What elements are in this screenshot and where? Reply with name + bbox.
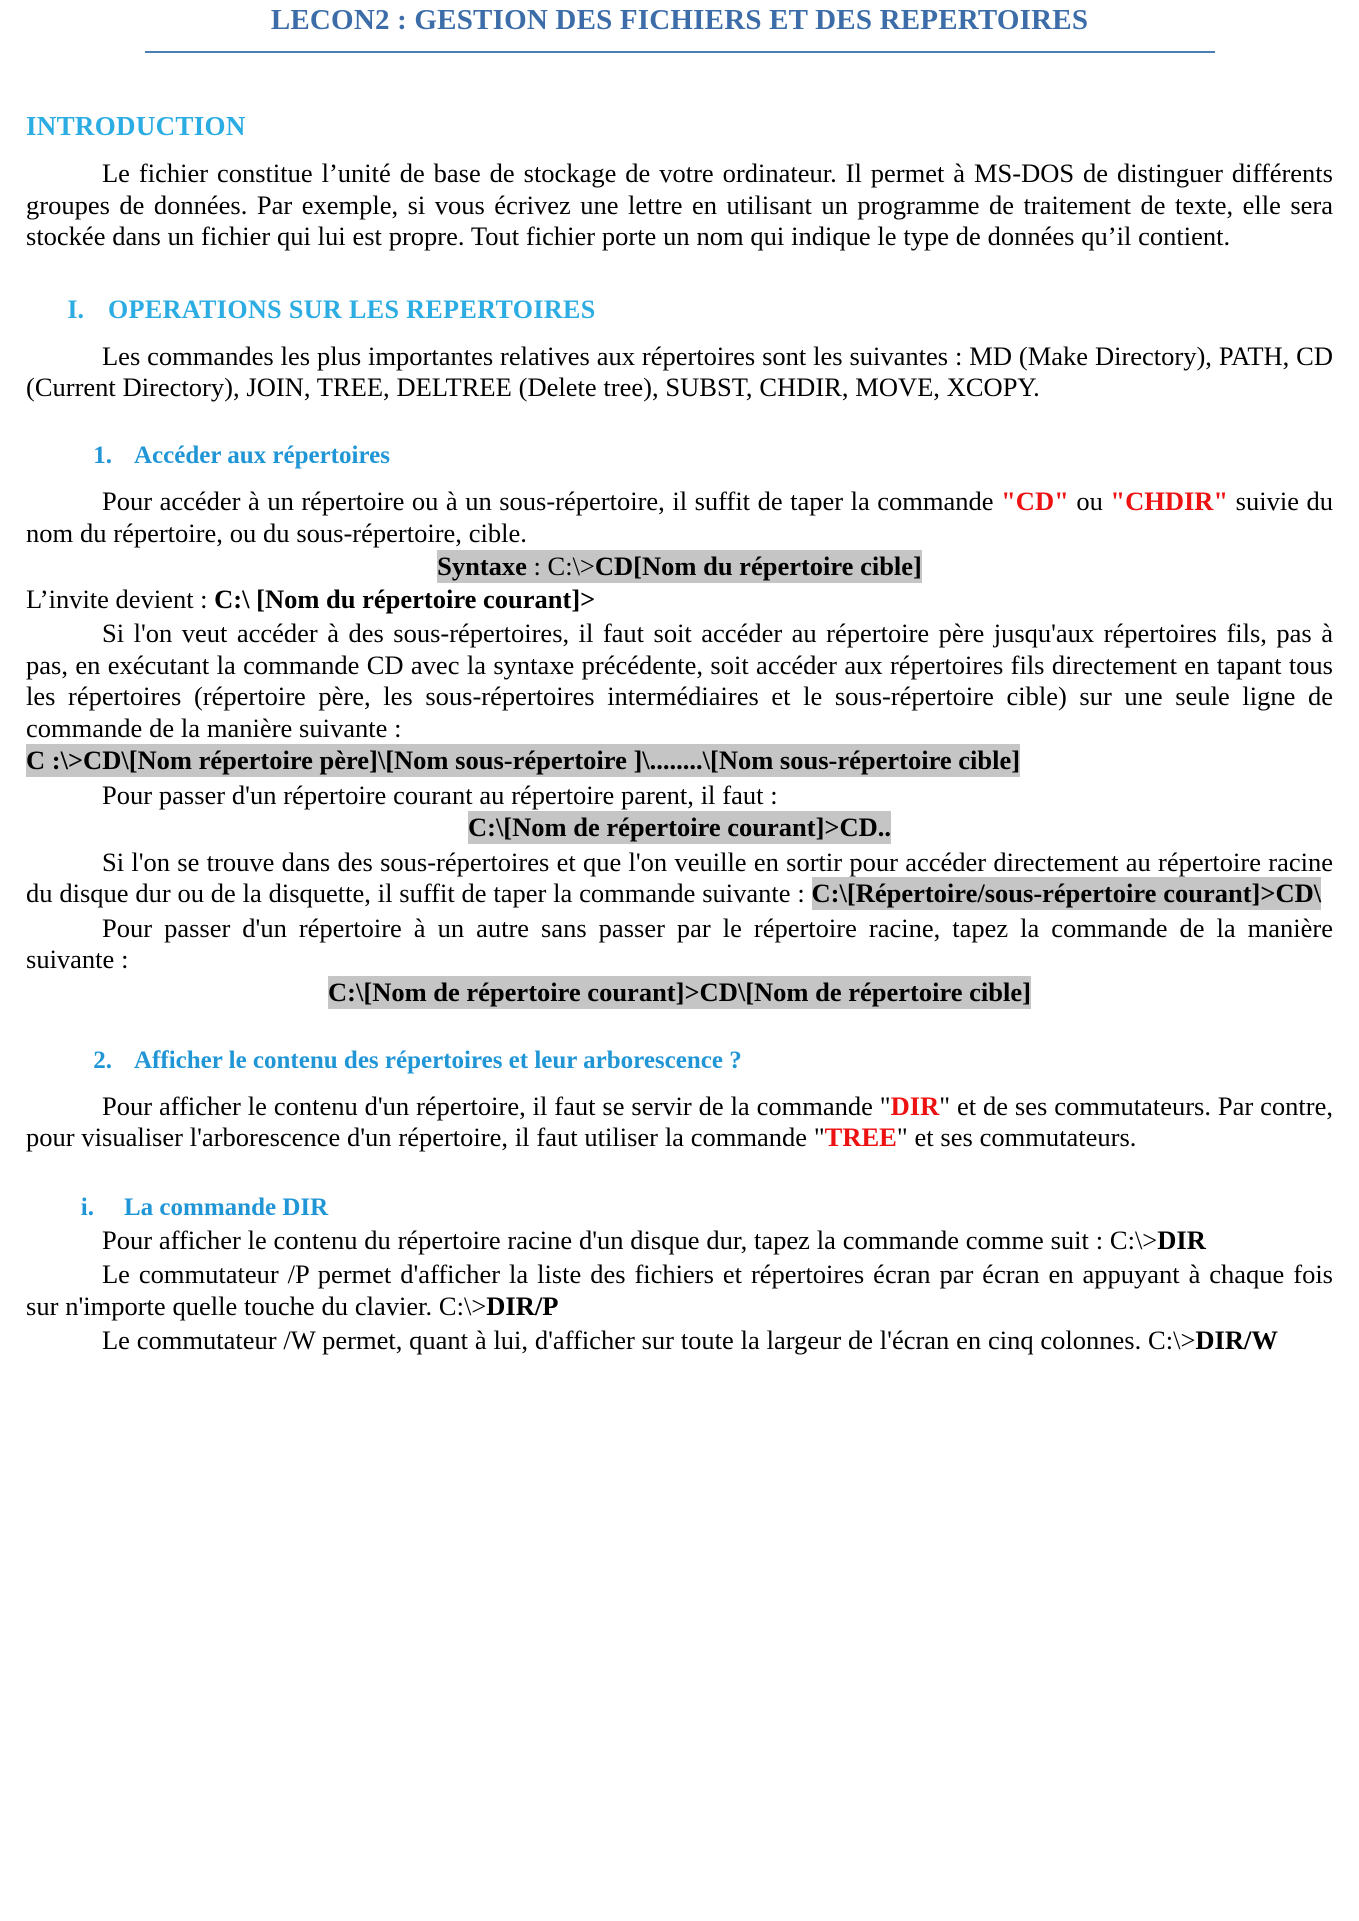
paragraph-parent-directory: Pour passer d'un répertoire courant au répertoire parent, il faut : (102, 779, 778, 810)
subsection-2-i-title: La commande DIR (124, 1193, 329, 1221)
subsection-2-i-number: i. (80, 1193, 94, 1221)
syntax-line-cd (26, 551, 1333, 583)
text-run: Le commutateur /P permet d'afficher la liste des fichiers et répertoires écran par écran en appuyant à chaque fois sur n'importe quelle touche du clavier. C:\> (26, 1259, 1333, 1321)
syntax-separator: : C:\> (526, 551, 595, 582)
command-cd: "CD" (1001, 486, 1069, 516)
subsection-2-title: Afficher le contenu des répertoires et leur arborescence ? (134, 1046, 742, 1074)
paragraph-introduction: Le fichier constitue l’unité de base de stockage de votre ordinateur. Il permet à MS-DOS de distinguer différents groupes de données. Par exemple, si vous écrivez une lettre en utilisant un programme de traitement de texte, elle sera stockée dans un fichier qui lui est propre. Tout fichier porte un nom qui indique le type de données qu’il contient. (26, 158, 1333, 252)
command-other: C:\[Nom de répertoire courant]>CD\[Nom de répertoire cible] (328, 976, 1031, 1007)
command-chdir: "CHDIR" (1110, 486, 1229, 516)
section-1-title: OPERATIONS SUR LES REPERTOIRES (108, 294, 596, 324)
paragraph-dir-tree (26, 1091, 1333, 1154)
subsection-1-title: Accéder aux répertoires (134, 442, 390, 469)
paragraph-other-directory: Pour passer d'un répertoire à un autre sans passer par le répertoire racine, tapez la commande de la manière suivante : (26, 912, 1333, 975)
command-long-path: C :\>CD\[Nom répertoire père]\[Nom sous-répertoire ]\........\[Nom sous-répertoire cible] (26, 745, 1021, 776)
paragraph-section-1-intro: Les commandes les plus importantes relatives aux répertoires sont les suivantes : MD (Make Directory), PATH, CD (Current Directory), JOIN, TREE, DELTREE (Delete tree), SUBST, CHDIR, MOVE, XCOPY. (26, 340, 1333, 403)
command-root: C:\[Répertoire/sous-répertoire courant]>CD\ (811, 878, 1322, 909)
prompt-value: C:\ [Nom du répertoire courant]> (214, 583, 596, 614)
heading-introduction: INTRODUCTION (26, 111, 246, 142)
paragraph-dir-w (26, 1325, 1333, 1357)
text-run: suivie du nom du répertoire, ou du sous-répertoire, cible. (26, 486, 1334, 548)
command-tree: TREE (824, 1122, 897, 1153)
subsection-2-number: 2. (93, 1046, 112, 1074)
syntax-command: CD[Nom du répertoire cible] (594, 551, 922, 582)
prompt-line (26, 584, 1333, 616)
paragraph-root-directory (26, 847, 1333, 910)
document-body (0, 111, 1359, 1356)
command-line-other (26, 977, 1333, 1009)
command-dir-w: DIR/W (1195, 1325, 1278, 1356)
command-dir-plain: DIR (1157, 1224, 1206, 1255)
command-dir-p: DIR/P (486, 1290, 559, 1321)
heading-subsection-1 (26, 442, 1333, 470)
text-run: ou (1068, 486, 1111, 516)
document-header (0, 0, 1359, 53)
title-divider (145, 51, 1215, 53)
command-dir: DIR (890, 1090, 940, 1121)
heading-subsection-2-i (26, 1194, 1333, 1222)
page-title: LECON2 : GESTION DES FICHIERS ET DES REPERTOIRES (270, 4, 1089, 36)
command-line-parent (26, 812, 1333, 844)
heading-subsection-2 (26, 1047, 1333, 1075)
text-run: Si l'on se trouve dans des sous-répertoires et que l'on veuille en sortir pour accéder directement au répertoire racine du disque dur ou de la disquette, il suffit de taper la commande suivante : (26, 846, 1333, 909)
paragraph-dir-root (26, 1225, 1333, 1257)
text-run: Pour afficher le contenu du répertoire racine d'un disque dur, tapez la commande comme suit : C:\> (102, 1224, 1158, 1255)
text-run: Pour accéder à un répertoire ou à un sous-répertoire, il suffit de taper la commande (102, 486, 1002, 516)
command-parent: C:\[Nom de répertoire courant]>CD.. (467, 812, 892, 843)
command-line-long-path (26, 745, 1333, 777)
text-run: Pour afficher le contenu d'un répertoire, il faut se servir de la commande " (102, 1090, 891, 1121)
text-run: Le commutateur /W permet, quant à lui, d'afficher sur toute la largeur de l'écran en cinq colonnes. C:\> (102, 1325, 1196, 1356)
paragraph-subdirectories: Si l'on veut accéder à des sous-répertoires, il faut soit accéder au répertoire père jusqu'aux répertoires fils, pas à pas, en exécutant la commande CD avec la syntaxe précédente, soit accéder aux répertoires fils directement en tapant tous les répertoires (répertoire père, les sous-répertoires intermédiaires et le sous-répertoire cible) sur une seule ligne de commande de la manière suivante : (26, 618, 1333, 743)
text-run: " et de ses commutateurs. Par contre, pour visualiser l'arborescence d'un répertoire, il faut utiliser la commande " (26, 1090, 1333, 1153)
subsection-1-number: 1. (93, 442, 112, 469)
syntax-label: Syntaxe (437, 551, 527, 582)
prompt-label: L’invite devient : (26, 583, 215, 614)
text-run: " et ses commutateurs. (896, 1122, 1137, 1153)
heading-section-1 (26, 295, 1333, 325)
section-1-number: I. (67, 294, 84, 324)
paragraph-dir-p (26, 1259, 1333, 1322)
paragraph-cd-command (26, 486, 1333, 549)
